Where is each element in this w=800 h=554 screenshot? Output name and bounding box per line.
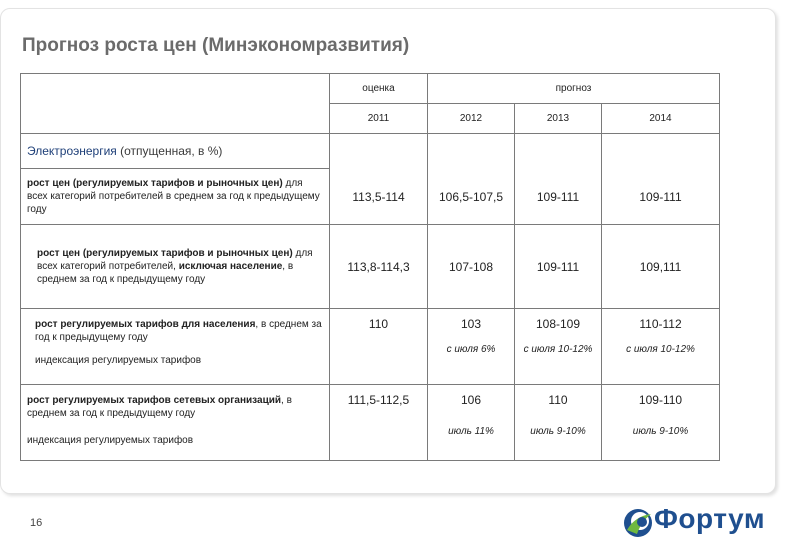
section-suffix: (отпущенная, в %) xyxy=(116,144,223,158)
value-r2-2011: 113,8-114,3 xyxy=(330,225,428,309)
value-text: 110 xyxy=(548,393,568,407)
value-text: 111,5-112,5 xyxy=(347,393,410,407)
row-desc-bold: рост регулируемых тарифов сетевых организаций xyxy=(27,395,282,406)
row-desc-rest: для всех категорий потребителей в среднем за год к предыдущему году xyxy=(27,178,320,215)
value-r3-2012 xyxy=(428,309,515,385)
value-note: июль 11% xyxy=(448,426,494,437)
row-desc-bold: рост регулируемых тарифов для населения xyxy=(35,319,256,330)
value-r4-2012 xyxy=(428,385,515,461)
value-text: 109-110 xyxy=(638,393,683,407)
header-row-group xyxy=(21,74,720,104)
header-year-2013: 2013 xyxy=(515,104,602,134)
value-r3-2013 xyxy=(515,309,602,385)
header-empty-cell xyxy=(21,74,330,134)
row-desc-mid: для всех категорий потребителей, xyxy=(37,248,313,272)
table-row xyxy=(21,309,720,385)
row-desc-2 xyxy=(21,225,330,309)
row-desc-sub: индексация регулируемых тарифов xyxy=(35,355,202,366)
section-name: Электроэнергия xyxy=(27,144,117,158)
page-title: Прогноз роста цен (Минэкономразвития) xyxy=(22,35,410,56)
value-r1-2011: 113,5-114 xyxy=(330,134,428,225)
page-number: 16 xyxy=(30,517,43,529)
row-desc-1 xyxy=(21,169,330,225)
section-electricity xyxy=(21,134,330,169)
price-forecast-table xyxy=(20,73,720,461)
value-text: 108-109 xyxy=(535,317,581,331)
header-prognoz: прогноз xyxy=(428,74,720,104)
table-row xyxy=(21,225,720,309)
value-r2-2013: 109-111 xyxy=(515,225,602,309)
logo-text: Фортум xyxy=(654,503,766,534)
row-desc-3 xyxy=(21,309,330,385)
header-year-2014: 2014 xyxy=(602,104,720,134)
row-desc-bold: рост цен (регулируемых тарифов и рыночных цен) xyxy=(27,178,283,189)
row-desc-bold: рост цен (регулируемых тарифов и рыночных цен) xyxy=(37,248,293,259)
header-ocenka: оценка xyxy=(330,74,428,104)
value-r4-2013 xyxy=(515,385,602,461)
value-text: 103 xyxy=(460,317,482,331)
value-text: 110 xyxy=(368,317,389,331)
row-desc-rest: , в среднем за год к предыдущему году xyxy=(35,319,322,343)
row-desc-rest: , в среднем за год к предыдущему году xyxy=(27,395,292,419)
value-r2-2014: 109,111 xyxy=(602,225,720,309)
row-desc-bold-2: исключая население xyxy=(178,261,283,272)
value-r3-2011 xyxy=(330,309,428,385)
value-r3-2014 xyxy=(602,309,720,385)
value-note: с июля 10-12% xyxy=(626,344,695,355)
header-year-2012: 2012 xyxy=(428,104,515,134)
row-desc-4 xyxy=(21,385,330,461)
table-row xyxy=(21,385,720,461)
value-note: июль 9-10% xyxy=(530,426,586,437)
value-r1-2013: 109-111 xyxy=(515,134,602,225)
row-desc-sub: индексация регулируемых тарифов xyxy=(27,435,194,446)
header-year-2011: 2011 xyxy=(330,104,428,134)
value-r2-2012: 107-108 xyxy=(428,225,515,309)
section-row xyxy=(21,134,720,169)
value-r1-2012: 106,5-107,5 xyxy=(428,134,515,225)
value-note: июль 9-10% xyxy=(632,426,689,437)
value-r4-2011 xyxy=(330,385,428,461)
value-note: с июля 6% xyxy=(446,344,496,355)
value-text: 106 xyxy=(460,393,482,407)
value-r4-2014 xyxy=(602,385,720,461)
value-text: 110-112 xyxy=(639,317,682,331)
value-note: с июля 10-12% xyxy=(523,344,593,355)
value-r1-2014: 109-111 xyxy=(602,134,720,225)
row-desc-rest: , в среднем за год к предыдущему году xyxy=(37,261,294,285)
